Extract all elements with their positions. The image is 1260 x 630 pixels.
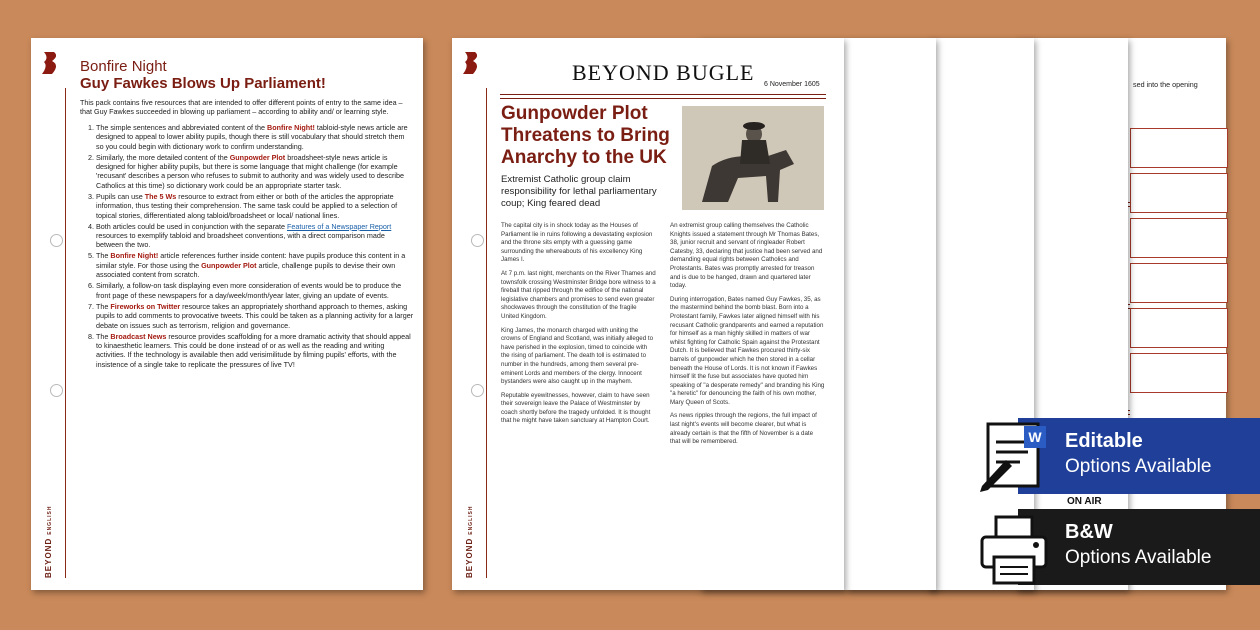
resource-notes-list xyxy=(80,123,414,369)
newspaper-masthead: BEYOND BUGLE xyxy=(572,60,755,85)
bw-options-badge xyxy=(1018,509,1260,585)
note-text: The xyxy=(96,251,111,261)
bw-title: B&W xyxy=(1065,521,1113,543)
note-text: The simple sentences and abbreviated content of the xyxy=(96,122,268,132)
article-column-1 xyxy=(501,222,656,431)
resource-name: Gunpowder Plot xyxy=(201,260,257,270)
sheet-intro: This pack contains five resources that are intended to offer different points of entry to the same idea – that Guy Fawkes succeeded in blowing up parliament – according to ability and/ or learning style. xyxy=(80,98,403,117)
brand-vertical: BEYONDENGLISH xyxy=(465,505,474,578)
note-item xyxy=(96,251,414,279)
article-paragraph: The capital city is in shock today as the Houses of Parliament lie in ruins following a devastating explosion and the throne sits empty with a guessing game surrounding the whereabouts of his excellency King James I. xyxy=(501,222,653,264)
resource-link[interactable]: Features of a Newspaper Report xyxy=(287,221,392,231)
note-text: The xyxy=(96,331,111,341)
printer-icon xyxy=(976,511,1052,587)
article-paragraph: During interrogation, Bates named Guy Fawkes, 35, as the mastermind behind the bomb blast. Born into a Protestant family, Fawkes later aligned himself with his recusant Catholic grandparents and earned a reputation for himself as a man highly skilled in matters of war whilst fighting for Catholic Spain against the Protestant Dutch. It is believed that Fawkes procured thirty-six barrels of gunpowder which he then stored in a cellar beneath the House of Lords. It is not known if Fawkes himself lit the fuse but associates have quoted him speaking of "a desperate remedy" and branding his King "a heretic" for denouncing the faith of his own mother, Mary Queen of Scots. xyxy=(670,295,825,406)
note-text: Pupils can use xyxy=(96,191,145,201)
note-item xyxy=(96,302,414,330)
sheet-title: Bonfire Night xyxy=(80,58,167,75)
resource-name: Bonfire Night! xyxy=(110,251,159,261)
note-text: article references further inside content: have pupils produce this content in a similar style. For those using the xyxy=(96,251,406,270)
article-paragraph: At 7 p.m. last night, merchants on the River Thames and townsfolk crossing Westminster Bridge bore witness to a fireball that ripped through the edifice of the national legislative chambers and promises to send even greater shockwaves through the constitution of the fragile United Kingdom. xyxy=(501,269,656,320)
editable-title: Editable xyxy=(1065,430,1143,452)
article-headline: Gunpowder Plot Threatens to Bring Anarchy to the UK xyxy=(501,103,670,168)
resource-name: Broadcast News xyxy=(110,331,167,341)
article-paragraph: As news ripples through the regions, the full impact of last night's events will become clearer, but what is already certain is that the fifth of November is a date that will be remembered. xyxy=(670,412,817,446)
editable-subtitle: Options Available xyxy=(1065,456,1212,477)
beyond-logo-icon xyxy=(461,50,481,76)
bw-subtitle: Options Available xyxy=(1065,547,1212,568)
note-item xyxy=(96,281,414,300)
note-item xyxy=(96,192,414,220)
article-paragraph: An extremist group calling themselves the Catholic Knights issued a statement through Mr Thomas Bates, 38, junior recruit and servant of ringleader Robert Catesby, 33, declaring that justice had been served and demanding equal rights between Catholics and Protestants. Bates was promptly arrested for treason and is due to be hanged, drawn and quartered later today. xyxy=(670,222,823,290)
word-document-icon xyxy=(976,420,1056,492)
svg-text:W: W xyxy=(1028,429,1042,445)
brand-vertical: BEYONDENGLISH xyxy=(44,505,53,578)
king-james-portrait xyxy=(682,106,824,210)
note-text: The xyxy=(96,301,111,311)
note-text: Similarly, the more detailed content of the xyxy=(96,152,230,162)
teacher-notes-page xyxy=(31,38,423,590)
article-standfirst: Extremist Catholic group claim responsibility for lethal parliamentary coup; King feared dead xyxy=(501,174,657,209)
note-text: Both articles could be used in conjunction with the separate xyxy=(96,221,287,231)
on-air-label: ON AIR xyxy=(1067,496,1102,507)
article-column-2 xyxy=(670,222,825,452)
resource-name: The 5 Ws xyxy=(144,191,177,201)
sheet-subtitle: Guy Fawkes Blows Up Parliament! xyxy=(80,75,326,92)
resource-name: Fireworks on Twitter xyxy=(110,301,181,311)
note-text: resource provides scaffolding for a more dramatic activity that should appeal to kinaesthetic learners. This could be done instead of or as well as the reading and writing activities. If the technology is available then add verisimilitude by filming pupils' efforts, with the insistence of a single take to replicate the pressures of live TV! xyxy=(96,331,411,369)
note-item xyxy=(96,222,414,250)
resource-name: Bonfire Night! xyxy=(267,122,315,132)
note-text: broadsheet-style news article is designed for higher ability pupils, but there is some language that might challenge (for example 'recusant' describes a person who refuses to submit to authority and was widely used to describe Catholics at this time) so dictionary work could be an appropriate starter task. xyxy=(96,152,404,190)
article-paragraph: Reputable eyewitnesses, however, claim to have seen their sovereign leave the Palace of Westminster by coach shortly before the tragedy unfolded. It is thought that he might have taken sanctuary at Hampton Court. xyxy=(501,391,651,425)
note-text: tabloid-style news article are designed to appeal to lower ability pupils, though there is still vocabulary that should stretch them so you could begin with dictionary work to confirm understanding. xyxy=(96,122,408,151)
newspaper-date: 6 November 1605 xyxy=(764,81,820,88)
note-text: resource takes an appropriately shorthand approach to themes, asking pupils to add comments to provocative tweets. This could be taken as a planning activity for a larger debate on issues such as terrorism, religion and governance. xyxy=(96,301,414,330)
beyond-logo-icon xyxy=(40,50,60,76)
note-text: article, challenge pupils to devise their own associated content from scratch. xyxy=(96,260,396,280)
note-item xyxy=(96,332,414,370)
page-e-right-fragment: sed into the opening xyxy=(1133,80,1198,89)
note-item xyxy=(96,123,414,151)
newspaper-page xyxy=(452,38,844,590)
note-text: resource to extract from either or both of the articles the appropriate information, thus testing their comprehension. The same task could be applied to a selection of topical stories, differentiated along tabloid/broadsheet or local/ national lines. xyxy=(96,191,398,220)
article-paragraph: King James, the monarch charged with uniting the crowns of England and Scotland, was initially alleged to have perished in the explosion, timed to coincide with the rising of parliament. The death toll is estimated to number in the hundreds, among them several pre-eminent Lords and members of the clergy. Innocent bystanders were also caught up in the mayhem. xyxy=(501,326,654,386)
note-text: Similarly, a follow-on task displaying even more consideration of events would be to produce the front page of these newspapers for a day/week/month/year later, giving an update of events. xyxy=(96,281,402,300)
note-item xyxy=(96,153,414,191)
resource-name: Gunpowder Plot xyxy=(229,152,286,162)
note-text: resources to exemplify tabloid and broadsheet conventions, with a direct comparison made between the two. xyxy=(96,231,385,250)
editable-options-badge xyxy=(1018,418,1260,494)
